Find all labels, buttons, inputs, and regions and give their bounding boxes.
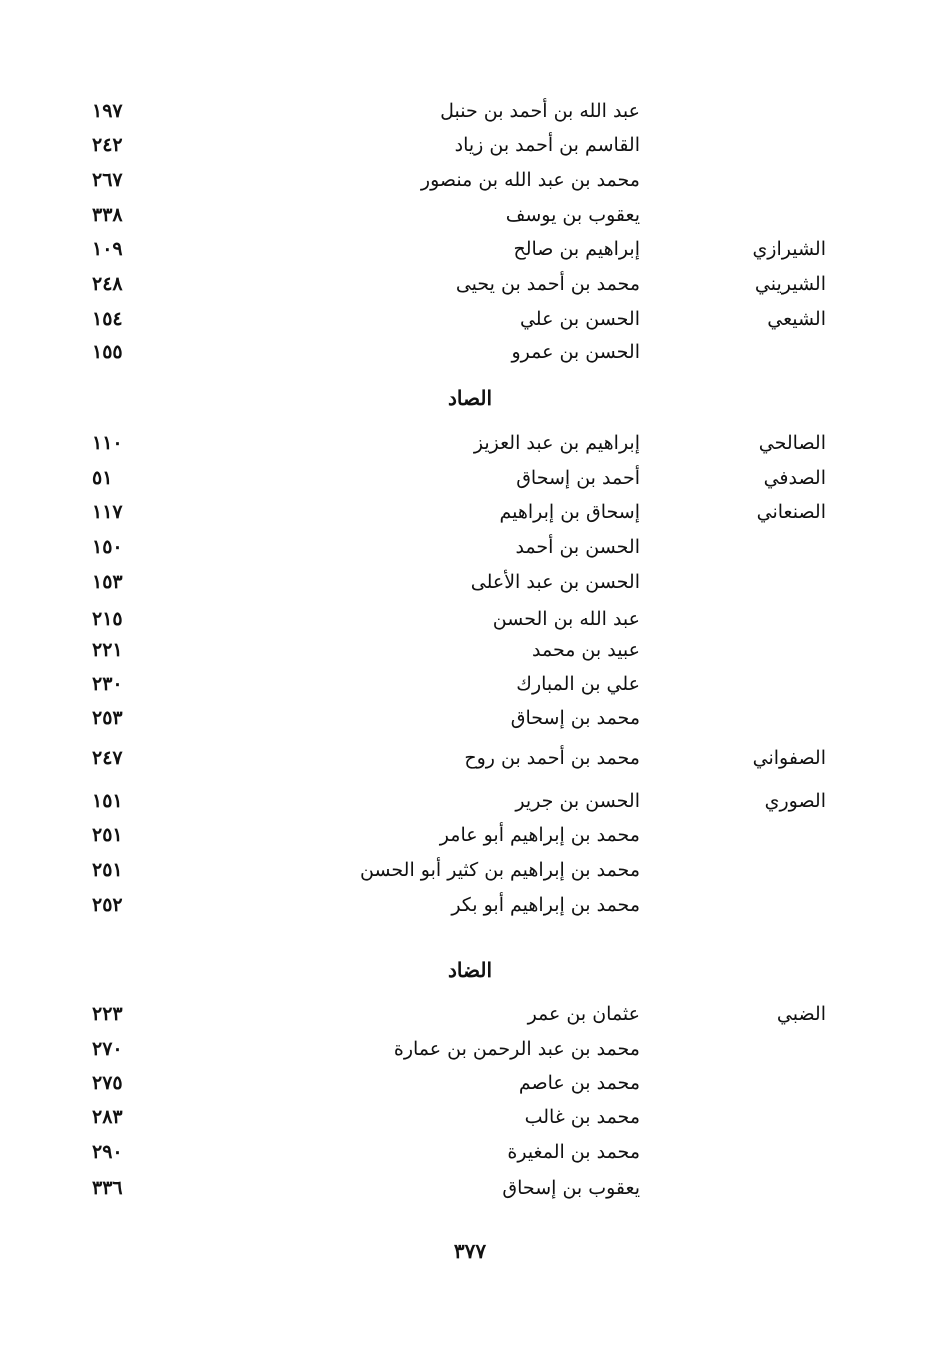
entry-page: ٣٣٨ [92, 204, 123, 226]
entry-nisba: الشيريني [754, 273, 826, 295]
index-entry [0, 426, 940, 460]
index-entry [0, 1100, 940, 1134]
index-entry [0, 163, 940, 197]
entry-page: ٢٨٣ [92, 1106, 123, 1128]
entry-nisba: الصالحي [758, 432, 826, 454]
index-entry [0, 94, 940, 128]
entry-page: ٢٧٥ [92, 1072, 123, 1094]
entry-name: محمد بن أحمد بن يحيى [455, 273, 640, 295]
entry-name: الحسن بن علي [519, 308, 640, 330]
entry-name: يعقوب بن يوسف [505, 204, 640, 226]
index-entry [0, 335, 940, 369]
entry-page: ٢٢١ [92, 639, 123, 661]
entry-page: ٢٣٠ [92, 673, 123, 695]
index-entry [0, 267, 940, 301]
entry-page: ٣٣٦ [92, 1177, 123, 1199]
index-entry [0, 565, 940, 599]
section-heading-dad: الضاد [448, 958, 492, 982]
entry-page: ٢٥٣ [92, 707, 123, 729]
entry-page: ٢٩٠ [92, 1141, 123, 1163]
entry-page: ٥١ [92, 467, 113, 489]
entry-name: محمد بن إبراهيم أبو عامر [439, 824, 640, 846]
entry-name: محمد بن إبراهيم بن كثير أبو الحسن [360, 859, 640, 881]
index-entry [0, 602, 940, 636]
entry-name: محمد بن غالب [524, 1106, 640, 1128]
entry-page: ٢٥٢ [92, 894, 123, 916]
index-entry [0, 1135, 940, 1169]
entry-name: إبراهيم بن صالح [513, 238, 640, 260]
index-entry [0, 818, 940, 852]
entry-name: الحسن بن عمرو [511, 341, 640, 363]
entry-page: ٢٥١ [92, 824, 123, 846]
index-entry [0, 530, 940, 564]
entry-page: ٢٤٢ [92, 134, 123, 156]
entry-name: أحمد بن إسحاق [516, 467, 640, 489]
entry-name: إسحاق بن إبراهيم [499, 501, 640, 523]
entry-page: ٢١٥ [92, 608, 123, 630]
entry-name: محمد بن إبراهيم أبو بكر [451, 894, 640, 916]
index-entry [0, 461, 940, 495]
entry-page: ١٥١ [92, 790, 123, 812]
entry-page: ١٥٤ [92, 308, 123, 330]
entry-nisba: الصدفي [763, 467, 826, 489]
entry-page: ١٠٩ [92, 238, 123, 260]
entry-page: ٢٤٨ [92, 273, 123, 295]
entry-name: الحسن بن عبد الأعلى [470, 571, 640, 593]
entry-page: ١٥٠ [92, 536, 123, 558]
index-entry [0, 741, 940, 775]
entry-nisba: الشيعي [767, 308, 826, 330]
index-entry [0, 232, 940, 266]
index-entry [0, 128, 940, 162]
entry-name: الحسن بن أحمد [515, 536, 640, 558]
entry-name: إبراهيم بن عبد العزيز [473, 432, 640, 454]
entry-nisba: الصنعاني [756, 501, 826, 523]
entry-page: ١٩٧ [92, 100, 123, 122]
entry-page: ٢٦٧ [92, 169, 123, 191]
entry-nisba: الشيرازي [752, 238, 826, 260]
entry-name: محمد بن عاصم [518, 1072, 640, 1094]
entry-name: عثمان بن عمر [527, 1003, 640, 1025]
entry-page: ١١٠ [92, 432, 123, 454]
index-entry [0, 1032, 940, 1066]
entry-nisba: الصفواني [752, 747, 826, 769]
index-entry [0, 997, 940, 1031]
entry-name: محمد بن إسحاق [510, 707, 640, 729]
index-entry [0, 667, 940, 701]
index-entry [0, 198, 940, 232]
index-entry [0, 888, 940, 922]
entry-nisba: الضبي [776, 1003, 826, 1025]
entry-nisba: الصوري [764, 790, 826, 812]
entry-name: علي بن المبارك [516, 673, 640, 695]
entry-name: الحسن بن جرير [515, 790, 640, 812]
entry-page: ٢٧٠ [92, 1038, 123, 1060]
page-number: ٣٧٧ [453, 1239, 487, 1263]
index-entry [0, 853, 940, 887]
index-entry [0, 495, 940, 529]
index-entry [0, 701, 940, 735]
entry-page: ٢٤٧ [92, 747, 123, 769]
entry-page: ١١٧ [92, 501, 123, 523]
index-entry [0, 784, 940, 818]
entry-page: ١٥٣ [92, 571, 123, 593]
entry-name: عبيد بن محمد [531, 639, 640, 661]
entry-name: محمد بن أحمد بن روح [464, 747, 640, 769]
entry-page: ٢٥١ [92, 859, 123, 881]
entry-page: ٢٢٣ [92, 1003, 123, 1025]
entry-name: يعقوب بن إسحاق [502, 1177, 640, 1199]
index-entry [0, 302, 940, 336]
entry-name: القاسم بن أحمد بن زياد [454, 134, 640, 156]
section-heading-sad: الصاد [448, 386, 492, 410]
index-entry [0, 1066, 940, 1100]
entry-name: عبد الله بن الحسن [492, 608, 640, 630]
entry-name: محمد بن عبد الرحمن بن عمارة [393, 1038, 640, 1060]
entry-name: عبد الله بن أحمد بن حنبل [440, 100, 640, 122]
index-entry [0, 1171, 940, 1205]
entry-page: ١٥٥ [92, 341, 123, 363]
entry-name: محمد بن المغيرة [507, 1141, 640, 1163]
entry-name: محمد بن عبد الله بن منصور [420, 169, 640, 191]
index-entry [0, 633, 940, 667]
